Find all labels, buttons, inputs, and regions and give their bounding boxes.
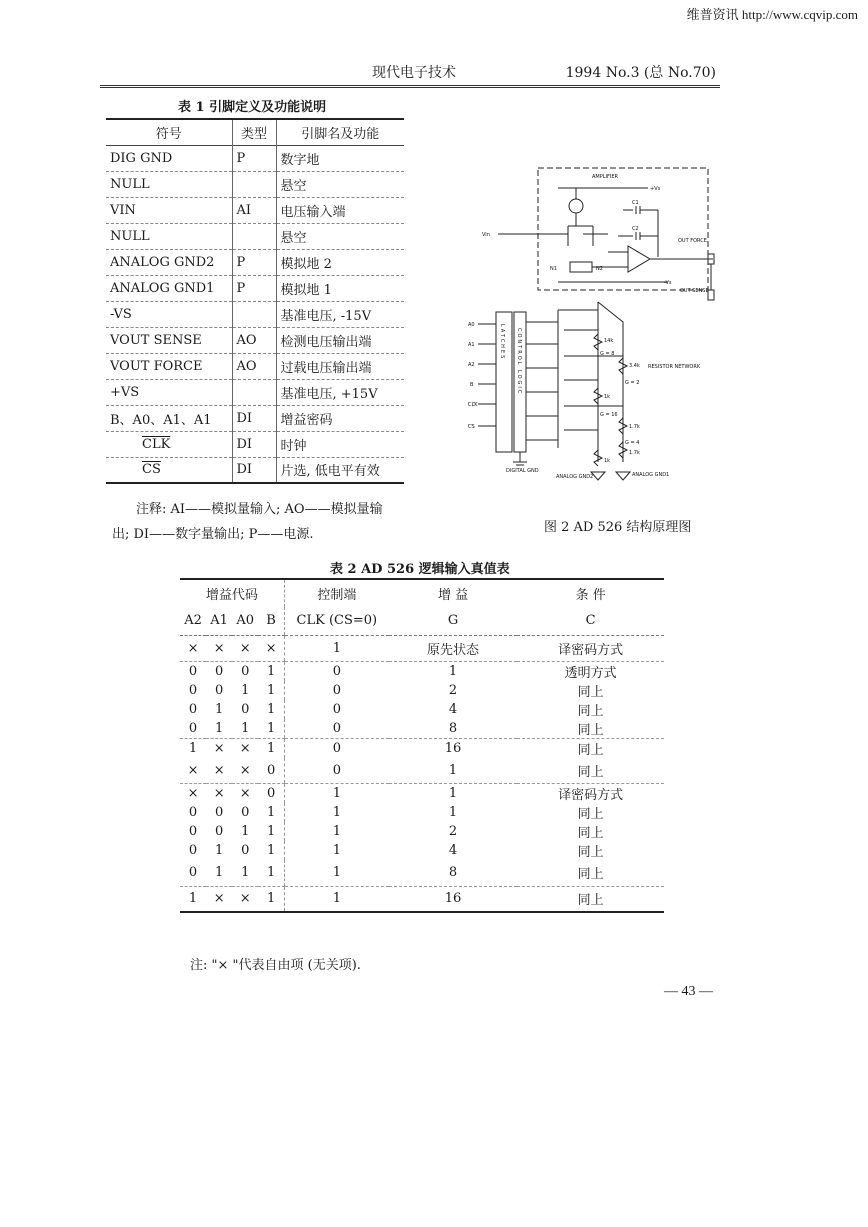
digital-gnd-label: DIGITAL GND (506, 468, 539, 474)
cell-a1: 0 (215, 805, 224, 820)
cell-a0: × (239, 786, 251, 801)
cell-a1: × (213, 786, 225, 801)
cell-condition: 同上 (577, 684, 604, 700)
table-row (106, 379, 404, 405)
clk-label: CLK (468, 402, 478, 408)
pin-symbol: VOUT FORCE (110, 358, 203, 374)
pin-symbol: $\overline{CLK}$ (142, 436, 171, 452)
pin-type: DI (232, 431, 276, 457)
vs-minus-label: -Vs (664, 280, 672, 286)
cell-condition: 同上 (577, 703, 604, 719)
pin-function: 基准电压, +15V (280, 386, 378, 402)
subheader-a2: A2 (180, 607, 206, 635)
subheader-a1: A1 (206, 607, 232, 635)
a0-label: A0 (468, 322, 475, 328)
cell-b: 1 (266, 740, 276, 756)
page-number: — 43 — (664, 984, 713, 999)
cell-clk: 1 (284, 841, 388, 860)
pin-type (232, 171, 276, 197)
header-gain-code: 增益代码 (205, 588, 258, 603)
cell-clk: 0 (284, 758, 388, 784)
cell-a1: 1 (215, 701, 224, 717)
cell-b: 1 (266, 891, 276, 907)
pin-function: 检测电压输出端 (280, 334, 372, 350)
cell-condition: 同上 (517, 758, 664, 784)
cell-a0: 0 (241, 843, 250, 858)
subheader-c: C (517, 607, 664, 635)
pin-type: P (232, 145, 276, 171)
g16-label: G = 16 (600, 412, 618, 418)
cell-gain: 1 (448, 786, 458, 801)
pin-symbol: +VS (110, 384, 140, 400)
n1-label: N1 (550, 266, 557, 272)
pin-function: 片选, 低电平有效 (280, 464, 380, 480)
pin-type (232, 379, 276, 405)
amplifier-label: AMPLIFIER (592, 174, 618, 180)
r14k-label: 14k (604, 338, 614, 344)
cell-a1: 0 (215, 824, 224, 839)
page-header (100, 62, 720, 88)
cell-a2: 0 (188, 682, 198, 698)
cell-b: 1 (266, 824, 276, 839)
r17k-b-label: 1.7k (629, 450, 640, 456)
pin-symbol: VOUT SENSE (110, 332, 202, 348)
cell-clk: 0 (284, 719, 388, 739)
table-row (106, 431, 404, 457)
g8-label: G = 8 (600, 351, 615, 357)
table-row (106, 457, 404, 483)
pin-symbol: DIG GND (110, 150, 173, 166)
cell-a1: 0 (215, 682, 224, 698)
table-header-row (180, 579, 664, 607)
table-row (180, 758, 664, 784)
cell-a1: 0 (215, 663, 224, 679)
table-header-row (106, 119, 404, 145)
out-force-label: OUT FORCE (678, 238, 707, 244)
vin-label: Vin (482, 232, 490, 238)
pin-type: AO (232, 327, 276, 353)
table-row (106, 223, 404, 249)
cell-a1: × (213, 740, 225, 756)
pin-type: P (232, 275, 276, 301)
cell-a1: × (213, 891, 225, 907)
g2-label: G = 2 (625, 380, 640, 386)
table-row (180, 681, 664, 700)
cell-a0: 1 (232, 860, 258, 886)
pin-symbol: ANALOG GND1 (110, 280, 215, 296)
cell-a1: × (206, 758, 232, 784)
header-symbol: 符号 (155, 126, 182, 142)
table-row (106, 301, 404, 327)
header-type: 类型 (232, 119, 276, 145)
table-row (106, 327, 404, 353)
pin-type (232, 301, 276, 327)
cell-gain: 1 (389, 758, 518, 784)
cs-label: CS (468, 424, 475, 430)
table-row (180, 661, 664, 681)
latches-label: LATCHES (499, 324, 505, 361)
cell-clk: 0 (284, 661, 388, 681)
pin-type: AI (232, 197, 276, 223)
pin-function: 增益密码 (280, 412, 333, 428)
cell-b: 1 (266, 805, 276, 820)
cell-gain: 2 (448, 824, 458, 839)
cell-condition: 译密码方式 (558, 788, 624, 803)
pin-symbol: NULL (110, 176, 150, 192)
pin-definition-table (106, 118, 404, 484)
table-row (180, 738, 664, 758)
b-label: B (470, 382, 474, 388)
table-row (106, 171, 404, 197)
cell-a1: 1 (206, 860, 232, 886)
cell-b: 0 (258, 758, 284, 784)
cell-gain: 8 (389, 860, 518, 886)
table2-title: 表 2 AD 526 逻辑输入真值表 (330, 562, 510, 577)
header-condition: 条 件 (575, 588, 606, 603)
n2-label: N2 (596, 266, 603, 272)
header-gain: 增 益 (437, 588, 469, 603)
cell-gain: 1 (448, 805, 458, 820)
pin-symbol: NULL (110, 228, 150, 244)
cell-condition: 同上 (577, 845, 604, 860)
pin-function: 时钟 (280, 438, 307, 454)
pin-symbol: VIN (110, 202, 136, 218)
r1k-label: 1k (604, 394, 611, 400)
c1-label: C1 (632, 200, 639, 206)
cell-clk: 0 (284, 681, 388, 700)
cell-condition: 同上 (517, 860, 664, 886)
pin-type: AO (232, 353, 276, 379)
pin-symbol: $\overline{CS}$ (142, 462, 161, 478)
pin-function: 过载电压输出端 (280, 360, 372, 376)
cell-condition: 同上 (577, 893, 604, 909)
note-line: 出; DI——数字量输出; P——电源. (112, 527, 314, 542)
analog-gnd1-label: ANALOG GND1 (632, 472, 670, 478)
cell-b: 1 (266, 843, 276, 858)
cell-clk: 1 (284, 822, 388, 841)
journal-name: 现代电子技术 (372, 65, 456, 81)
g4-label: G = 4 (625, 440, 640, 446)
cell-clk: 1 (284, 635, 388, 661)
table2-note: 注: "× "代表自由项 (无关项). (190, 958, 361, 973)
amplifier-box (538, 168, 708, 290)
table-row (106, 275, 404, 301)
pin-function: 悬空 (280, 178, 307, 194)
cell-clk: 1 (284, 784, 388, 804)
table-row (180, 803, 664, 822)
cell-a2: 0 (188, 824, 198, 839)
cell-a2: 0 (180, 860, 206, 886)
cell-clk: 0 (284, 738, 388, 758)
cell-a0: 0 (241, 805, 250, 820)
cell-a2: 1 (188, 740, 198, 756)
cell-a2: 1 (188, 891, 198, 907)
cell-a0: 0 (241, 663, 250, 679)
pin-type: DI (232, 405, 276, 431)
cell-a0: 1 (232, 719, 258, 739)
header-function: 引脚名及功能 (301, 126, 380, 142)
cell-a2: 0 (188, 663, 198, 679)
subheader-clk: CLK (CS=0) (284, 607, 388, 635)
cell-gain: 4 (448, 701, 458, 717)
truth-table (180, 578, 664, 913)
out-sense-label: OUT SENSE (680, 288, 709, 294)
cell-gain: 8 (389, 719, 518, 739)
table-row (106, 249, 404, 275)
table-row (180, 719, 664, 739)
table-row (106, 353, 404, 379)
pin-type (232, 223, 276, 249)
pin-function: 模拟地 1 (280, 282, 332, 298)
cell-b: 1 (266, 701, 276, 717)
cell-gain: 16 (444, 740, 462, 756)
subheader-a0: A0 (232, 607, 258, 635)
r34k-label: 3.4k (629, 363, 640, 369)
cell-b: × (258, 635, 284, 661)
cell-clk: 1 (284, 886, 388, 912)
cell-a0: × (239, 740, 251, 756)
pin-function: 悬空 (280, 230, 307, 246)
subheader-g: G (389, 607, 518, 635)
issue-number: 1994 No.3 (总 No.70) (565, 65, 716, 81)
cell-b: 1 (258, 719, 284, 739)
table-row (180, 841, 664, 860)
cell-condition: 同上 (577, 742, 604, 758)
a2-label: A2 (468, 362, 475, 368)
table-row (106, 405, 404, 431)
table1-note (112, 497, 412, 547)
cell-condition: 同上 (577, 826, 604, 841)
cell-b: 1 (266, 663, 276, 679)
cell-condition: 同上 (517, 719, 664, 739)
cell-a1: 1 (215, 843, 224, 858)
cell-gain: 16 (444, 891, 462, 907)
cell-a2: × (180, 758, 206, 784)
ad526-schematic (468, 162, 718, 492)
cell-a0: × (232, 635, 258, 661)
cell-gain: 4 (448, 843, 458, 858)
cell-a2: 0 (188, 843, 198, 858)
cell-a0: 1 (241, 682, 250, 698)
control-logic-label: CONTROL LOGIC (516, 328, 522, 396)
cell-a1: 1 (206, 719, 232, 739)
pin-symbol: ANALOG GND2 (110, 254, 215, 270)
pin-type: P (232, 249, 276, 275)
a1-label: A1 (468, 342, 475, 348)
r17k-a-label: 1.7k (629, 424, 640, 430)
cell-condition: 透明方式 (564, 665, 617, 681)
cell-a2: × (187, 786, 199, 801)
header-control: 控制端 (284, 579, 388, 607)
table-row (180, 886, 664, 912)
table-row (180, 700, 664, 719)
cell-condition: 同上 (577, 807, 604, 822)
cell-a1: × (206, 635, 232, 661)
r1k-b-label: 1k (604, 458, 611, 464)
table-row (180, 784, 664, 804)
cell-a2: 0 (188, 701, 198, 717)
cell-a2: 0 (188, 805, 198, 820)
table-row (180, 635, 664, 661)
table1-title: 表 1 引脚定义及功能说明 (178, 100, 327, 115)
cell-b: 1 (266, 682, 276, 698)
cell-clk: 0 (284, 700, 388, 719)
cell-gain: 1 (448, 663, 458, 679)
cell-b: 0 (266, 786, 276, 801)
pin-function: 数字地 (280, 152, 320, 168)
pin-type: DI (232, 457, 276, 483)
analog-gnd2-label: ANALOG GND2 (556, 474, 594, 480)
cell-gain: 2 (448, 682, 458, 698)
table-subheader-row (180, 607, 664, 635)
subheader-b: B (258, 607, 284, 635)
watermark: 维普资讯 http://www.cqvip.com (686, 7, 858, 22)
vs-plus-label: +Vs (650, 186, 661, 192)
cell-gain: 原先状态 (389, 635, 518, 661)
figure2-caption: 图 2 AD 526 结构原理图 (544, 520, 692, 535)
resistor-network-label: RESISTOR NETWORK (648, 364, 701, 370)
cell-clk: 1 (284, 860, 388, 886)
table-row (106, 197, 404, 223)
cell-a0: 0 (241, 701, 250, 717)
pin-function: 电压输入端 (280, 204, 346, 220)
cell-a2: 0 (180, 719, 206, 739)
cell-b: 1 (258, 860, 284, 886)
cell-a0: 1 (241, 824, 250, 839)
pin-symbol: B、A0、A1、A1 (110, 412, 212, 428)
cell-condition: 译密码方式 (517, 635, 664, 661)
cell-a2: × (180, 635, 206, 661)
table-row (180, 822, 664, 841)
pin-symbol: -VS (110, 306, 132, 322)
cell-a0: × (232, 758, 258, 784)
cell-clk: 1 (284, 803, 388, 822)
table-row (106, 145, 404, 171)
pin-function: 基准电压, -15V (280, 308, 372, 324)
note-line: 注释: AI——模拟量输入; AO——模拟量输 (136, 502, 383, 517)
pin-function: 模拟地 2 (280, 256, 332, 272)
table-row (180, 860, 664, 886)
c2-label: C2 (632, 226, 639, 232)
cell-a0: × (239, 891, 251, 907)
